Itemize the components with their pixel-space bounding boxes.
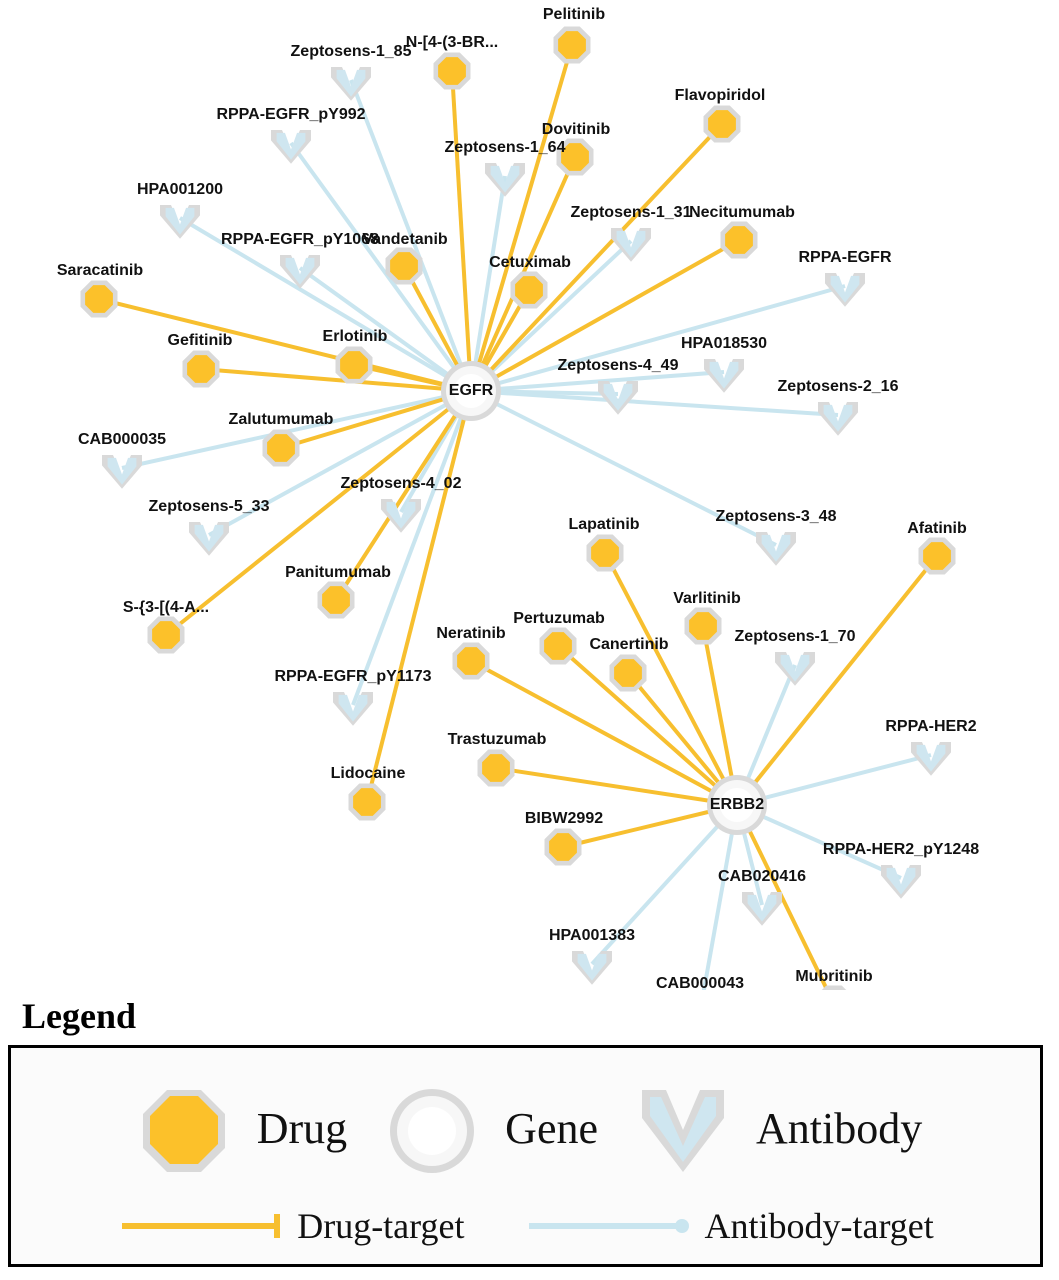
antibody-node[interactable]	[271, 130, 311, 164]
drug-node[interactable]	[434, 53, 471, 90]
drug-node-core	[353, 788, 381, 816]
drug-node[interactable]	[349, 784, 386, 821]
drug-node[interactable]	[919, 538, 956, 575]
antibody-node-label: RPPA-EGFR_pY992	[216, 106, 366, 124]
legend-label-antibody-target: Antibody-target	[704, 1206, 934, 1246]
drug-node-label: Mubritinib	[795, 968, 873, 986]
antibody-node-core	[831, 276, 860, 303]
drug-node[interactable]	[478, 750, 515, 787]
antibody-node-label: Zeptosens-2_16	[777, 378, 899, 396]
drug-node-core	[689, 612, 717, 640]
drug-node-core	[725, 226, 753, 254]
antibody-node-core	[617, 231, 646, 258]
drug-node-label: Zalutumumab	[228, 411, 334, 429]
drug-node-core	[340, 351, 368, 379]
drug-node-core	[152, 621, 180, 649]
drug-node[interactable]	[336, 347, 373, 384]
antibody-node-label: Zeptosens-1_85	[290, 43, 412, 61]
drug-node[interactable]	[721, 222, 758, 259]
legend-title: Legend	[22, 996, 137, 1036]
antibody-node-label: Zeptosens-4_02	[340, 475, 462, 493]
drug-node-halo	[816, 986, 853, 991]
legend-label-drug-target: Drug-target	[297, 1206, 465, 1246]
legend-label-gene: Gene	[505, 1103, 599, 1153]
antibody-node[interactable]	[333, 692, 373, 726]
drug-node-label: Cetuximab	[489, 254, 571, 272]
drug-node[interactable]	[704, 106, 741, 143]
drug-node-label: Afatinib	[907, 520, 967, 538]
antibody-node-core	[387, 502, 416, 529]
antibody-node-core	[824, 405, 853, 432]
antibody-node-label: Zeptosens-3_48	[715, 508, 837, 526]
legend-box	[8, 1045, 1043, 1267]
antibody-node-label: RPPA-HER2	[885, 718, 977, 736]
drug-node-core	[591, 539, 619, 567]
legend-label-antibody: Antibody	[756, 1103, 923, 1153]
drug-node[interactable]	[148, 617, 185, 654]
edge-antibody-target	[737, 755, 931, 805]
gene-circle-icon	[377, 1078, 487, 1178]
drug-node-core	[457, 647, 485, 675]
antibody-node[interactable]	[881, 865, 921, 899]
legend-item-drug-target	[117, 1205, 464, 1247]
drug-octagon-icon	[129, 1078, 239, 1178]
drug-node-label: Canertinib	[589, 636, 669, 654]
antibody-node[interactable]	[911, 742, 951, 776]
antibody-node[interactable]	[704, 359, 744, 393]
drug-node-core	[544, 632, 572, 660]
drug-node[interactable]	[453, 643, 490, 680]
drug-node-label: N-[4-(3-BR...	[405, 34, 499, 52]
drug-node-label: Necitumumab	[689, 204, 795, 222]
legend-label-drug: Drug	[256, 1103, 348, 1153]
antibody-node-core	[166, 208, 195, 235]
antibody-node-core	[604, 384, 633, 411]
antibody-node[interactable]	[825, 273, 865, 307]
antibody-target-edge-icon	[524, 1211, 694, 1241]
antibody-node-core	[195, 525, 224, 552]
drug-node[interactable]	[545, 829, 582, 866]
antibody-chevron-icon	[628, 1078, 738, 1178]
antibody-node-label: Zeptosens-5_33	[148, 498, 270, 516]
drug-node-label: Pertuzumab	[513, 610, 605, 628]
drug-node-core	[614, 659, 642, 687]
antibody-node-core	[339, 695, 368, 722]
antibody-node-label: Zeptosens-4_49	[557, 357, 679, 375]
drug-node[interactable]	[587, 535, 624, 572]
drug-node[interactable]	[263, 430, 300, 467]
antibody-node-core	[887, 868, 916, 895]
antibody-node-core	[108, 458, 137, 485]
drug-node-label: Gefitinib	[167, 332, 233, 350]
antibody-node-label: RPPA-EGFR_pY1173	[274, 668, 432, 686]
gene-node-label: EGFR	[448, 382, 494, 400]
antibody-node[interactable]	[572, 951, 612, 985]
antibody-node-label: RPPA-EGFR	[798, 249, 892, 267]
drug-node-label: Flavopiridol	[674, 87, 766, 105]
antibody-node-core	[710, 362, 739, 389]
drug-node-core	[549, 833, 577, 861]
antibody-node[interactable]	[756, 532, 796, 566]
drug-node[interactable]	[386, 248, 423, 285]
drug-node-core	[85, 285, 113, 313]
drug-target-edge-icon	[117, 1211, 287, 1241]
antibody-node-core	[762, 535, 791, 562]
drug-node[interactable]	[554, 27, 591, 64]
antibody-node-label: CAB000043	[655, 975, 745, 990]
drug-node-label: Erlotinib	[322, 328, 388, 346]
antibody-node[interactable]	[160, 205, 200, 239]
drug-node-label: Neratinib	[436, 625, 506, 643]
node-layer	[57, 6, 979, 990]
antibody-node[interactable]	[818, 402, 858, 436]
drug-node-core	[515, 276, 543, 304]
legend-item-drug	[129, 1078, 347, 1178]
drug-node-label: Lidocaine	[330, 765, 406, 783]
gene-node-label: ERBB2	[709, 796, 765, 814]
drug-node-label: Trastuzumab	[447, 731, 547, 749]
drug-node-label: BIBW2992	[524, 810, 604, 828]
drug-node[interactable]	[610, 655, 647, 692]
drug-node-core	[187, 355, 215, 383]
drug-node[interactable]	[81, 281, 118, 318]
antibody-node[interactable]	[280, 255, 320, 289]
drug-node-label: Vandetanib	[362, 231, 448, 249]
antibody-node-label: Zeptosens-1_70	[734, 628, 856, 646]
antibody-node-label: RPPA-EGFR_pY1068	[221, 231, 379, 249]
drug-node[interactable]	[511, 272, 548, 309]
antibody-node-label: CAB000035	[77, 431, 167, 449]
antibody-node[interactable]	[381, 499, 421, 533]
drug-node-core	[558, 31, 586, 59]
drug-node-label: S-{3-[(4-A...	[122, 599, 210, 617]
drug-node-label: Pelitinib	[542, 6, 606, 24]
drug-node-label: Saracatinib	[56, 262, 144, 280]
legend-item-antibody-target	[524, 1205, 933, 1247]
antibody-node-label: Zeptosens-1_64	[444, 139, 566, 157]
antibody-node[interactable]	[189, 522, 229, 556]
antibody-node-core	[917, 745, 946, 772]
antibody-node-core	[578, 954, 607, 981]
antibody-node[interactable]	[102, 455, 142, 489]
drug-node[interactable]	[318, 582, 355, 619]
drug-node-label: Lapatinib	[568, 516, 640, 534]
drug-node-core	[322, 586, 350, 614]
antibody-node[interactable]	[598, 381, 638, 415]
legend-edge-row	[11, 1196, 1040, 1256]
drug-node-core	[708, 110, 736, 138]
edge-drug-target	[452, 71, 471, 391]
antibody-node-label: RPPA-HER2_pY1248	[822, 841, 980, 859]
drug-node-core	[267, 434, 295, 462]
drug-node-label: Dovitinib	[541, 121, 611, 139]
drug-node-core	[923, 542, 951, 570]
drug-node-core	[438, 57, 466, 85]
antibody-node-core	[286, 258, 315, 285]
edge-drug-target	[734, 556, 937, 805]
antibody-node-label: Zeptosens-1_31	[570, 204, 692, 222]
legend-node-row	[11, 1078, 1040, 1178]
drug-node[interactable]	[183, 351, 220, 388]
drug-node[interactable]	[685, 608, 722, 645]
antibody-node-label: HPA001383	[549, 927, 635, 945]
antibody-node-label: HPA018530	[681, 335, 767, 353]
legend-item-gene	[377, 1078, 598, 1178]
drug-node-label: Varlitinib	[673, 590, 741, 608]
antibody-node-label: HPA001200	[137, 181, 223, 199]
drug-node-core	[482, 754, 510, 782]
drug-node[interactable]	[540, 628, 577, 665]
drug-node-label: Panitumumab	[285, 564, 391, 582]
drug-node[interactable]	[816, 986, 853, 991]
drug-node-core	[390, 252, 418, 280]
antibody-node-label: CAB020416	[717, 868, 807, 886]
legend-item-antibody	[628, 1078, 922, 1178]
